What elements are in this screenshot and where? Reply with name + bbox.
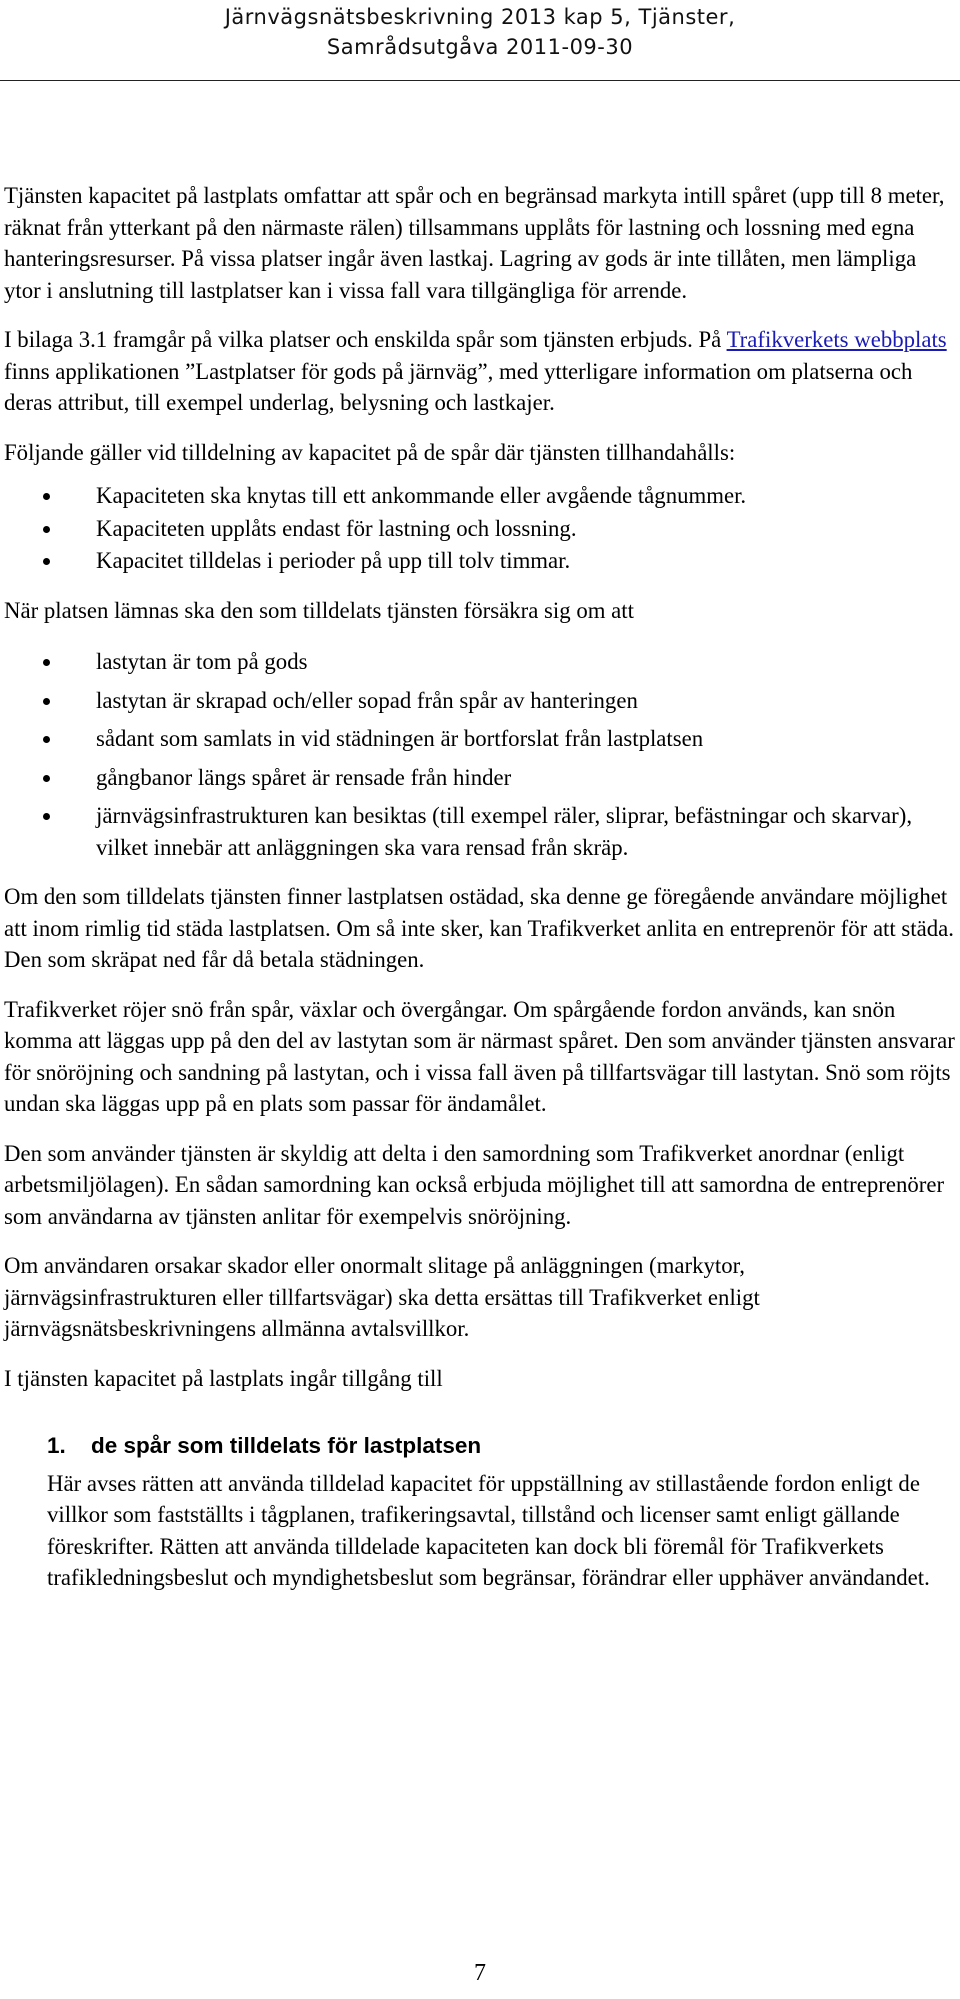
- paragraph-access-intro: I tjänsten kapacitet på lastplats ingår tillgång till: [4, 1365, 443, 1391]
- list-item-text: sådant som samlats in vid städningen är bortforslat från lastplatsen: [96, 726, 704, 751]
- list-item: [4, 685, 956, 717]
- list-item-text: Kapaciteten upplåts endast för lastning och lossning.: [96, 515, 577, 541]
- page-number: 7: [474, 1960, 486, 1986]
- list-item-text: lastytan är skrapad och/eller sopad från spår av hanteringen: [96, 687, 638, 713]
- header-title: Järnvägsnätsbeskrivning 2013 kap 5, Tjänster,: [224, 5, 736, 29]
- list-item: [4, 480, 956, 512]
- paragraph-snow: Trafikverket röjer snö från spår, växlar och övergångar. Om spårgående fordon används, kan snön komma att läggas upp på den del av lastytan som är närmast spåret. Den som använder tjänsten ansvarar för snöröjning och sandning på lastytan, och i vissa fall även på tillfartsvägar till lastytan. Snö som röjts undan ska läggas upp på en plats som passar för ändamålet.: [4, 996, 955, 1116]
- bullet-icon: [43, 775, 50, 782]
- list-item-text: lastytan är tom på gods: [96, 649, 308, 674]
- paragraph-locations: [4, 324, 956, 419]
- bullet-icon: [43, 813, 50, 820]
- bullet-icon: [43, 526, 50, 533]
- paragraph-locations-start: I bilaga 3.1 framgår på vilka platser och enskilda spår som tjänsten erbjuds. På: [4, 327, 727, 352]
- paragraph-allocation-intro: Följande gäller vid tilldelning av kapacitet på de spår där tjänsten tillhandahålls:: [4, 439, 736, 465]
- allocation-rules-list: [4, 480, 956, 577]
- list-item-text: järnvägsinfrastrukturen kan besiktas (till exempel räler, sliprar, befästningar och skarvar), vilket innebär att anläggningen ska vara rensad från skräp.: [96, 803, 913, 860]
- header-version: Samrådsutgåva 2011-09-30: [326, 35, 634, 59]
- document-body: [4, 180, 956, 1612]
- section-title: de spår som tilldelats för lastplatsen: [91, 1433, 482, 1458]
- paragraph-locations-end: finns applikationen ”Lastplatser för gods på järnväg”, med ytterligare information om platserna och deras attribut, till exempel underlag, belysning och lastkajer.: [4, 358, 913, 415]
- list-item: [4, 800, 956, 863]
- list-item: [4, 723, 956, 755]
- section-heading: [47, 1430, 956, 1462]
- section-number: 1.: [47, 1433, 66, 1458]
- list-item: [4, 545, 956, 577]
- paragraph-coordination: Den som använder tjänsten är skyldig att delta i den samordning som Trafikverket anordnar (enligt arbetsmiljölagen). En sådan samordning kan också erbjuda möjlighet till att samordna de entreprenörer som användarna av tjänsten anlitar för exempelvis snöröjning.: [4, 1140, 945, 1229]
- list-item-text: Kapacitet tilldelas i perioder på upp till tolv timmar.: [96, 548, 571, 573]
- bullet-icon: [43, 736, 50, 743]
- leaving-checklist: [4, 646, 956, 863]
- list-item: [4, 762, 956, 794]
- list-item-text: gångbanor längs spåret är rensade från hinder: [96, 764, 512, 790]
- header-divider: [0, 80, 960, 81]
- paragraph-cleaning: Om den som tilldelats tjänsten finner lastplatsen ostädad, ska denne ge föregående användare möjlighet att inom rimlig tid städa lastplatsen. Om så inte sker, kan Trafikverket anlita en entreprenör för att städa. Den som skräpat ned får då betala städningen.: [4, 884, 954, 972]
- trafikverket-website-link[interactable]: Trafikverkets webbplats: [726, 327, 947, 352]
- list-item: [4, 513, 956, 545]
- bullet-icon: [43, 698, 50, 705]
- section-body: Här avses rätten att använda tilldelad kapacitet för uppställning av stillastående fordon enligt de villkor som fastställts i tågplanen, trafikeringsavtal, tillstånd och licenser samt enligt gällande föreskrifter. Rätten att använda tilldelade kapaciteten kan dock bli föremål för Trafikverkets trafikledningsbeslut och myndighetsbeslut som begränsar, förändrar eller upphäver användandet.: [47, 1470, 930, 1590]
- page-header: [0, 0, 960, 62]
- bullet-icon: [43, 558, 50, 565]
- bullet-icon: [43, 659, 50, 666]
- bullet-icon: [43, 493, 50, 500]
- paragraph-scope: Tjänsten kapacitet på lastplats omfattar att spår och en begränsad markyta intill spåret (upp till 8 meter, räknat från ytterkant på den närmaste rälen) tillsammans upplåts för lastning och lossning med egna hanteringsresurser. På vissa platser ingår även lastkaj. Lagring av gods är inte tillåten, men lämpliga ytor i anslutning till lastplatser kan i vissa fall vara tillgängliga för arrende.: [4, 183, 945, 303]
- list-item: [4, 646, 956, 678]
- list-item-text: Kapaciteten ska knytas till ett ankommande eller avgående tågnummer.: [96, 483, 747, 508]
- paragraph-damages: Om användaren orsakar skador eller onormalt slitage på anläggningen (markytor, järnvägsinfrastrukturen eller tillfartsvägar) ska detta ersättas till Trafikverket enligt järnvägsnätsbeskrivningens allmänna avtalsvillkor.: [4, 1253, 760, 1341]
- paragraph-leaving-intro: När platsen lämnas ska den som tilldelats tjänsten försäkra sig om att: [4, 597, 634, 623]
